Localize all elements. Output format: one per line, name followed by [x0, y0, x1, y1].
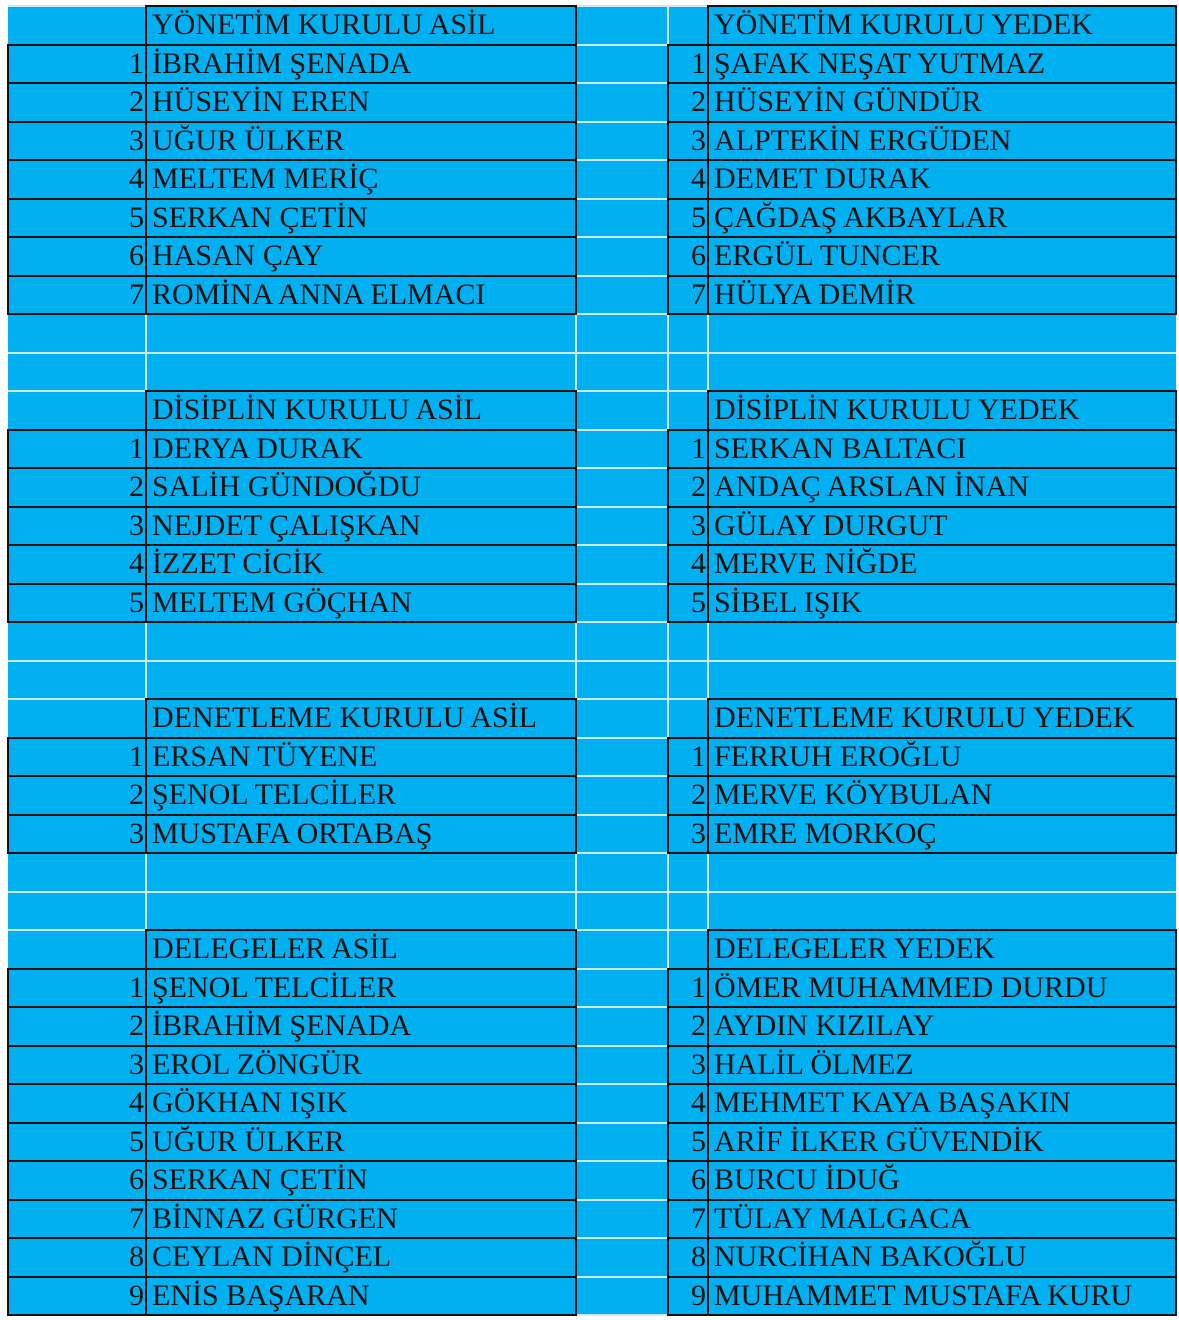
section-header-asil: YÖNETİM KURULU ASİL [152, 8, 496, 41]
section-header-yedek: DİSİPLİN KURULU YEDEK [714, 393, 1080, 426]
row-number: 3 [691, 1047, 706, 1081]
row-number: 7 [129, 277, 144, 311]
table-border [1175, 929, 1177, 1316]
section-header-yedek: DENETLEME KURULU YEDEK [714, 701, 1135, 734]
section-header-yedek: DELEGELER YEDEK [714, 932, 996, 965]
row-number: 4 [691, 547, 706, 580]
table-border [667, 852, 1177, 854]
table-border [667, 198, 1177, 200]
table-border [7, 775, 577, 777]
row-number: 8 [691, 1240, 706, 1273]
row-number: 8 [129, 1240, 144, 1273]
table-border [7, 44, 577, 46]
member-name: ÖMER MUHAMMED DURDU [714, 970, 1108, 1004]
member-name: MERVE NİĞDE [714, 547, 918, 580]
table-border [7, 82, 577, 84]
row-number: 9 [691, 1278, 706, 1312]
member-name: GÜLAY DURGUT [714, 508, 948, 542]
member-name: UĞUR ÜLKER [152, 1124, 345, 1158]
row-number: 5 [691, 200, 706, 234]
member-name: BİNNAZ GÜRGEN [152, 1201, 398, 1235]
table-border [145, 390, 577, 392]
row-number: 3 [129, 1047, 144, 1081]
member-name: AYDIN KIZILAY [714, 1009, 935, 1042]
table-border [7, 1122, 577, 1124]
table-border [707, 698, 1177, 700]
row-number: 2 [691, 778, 706, 811]
row-number: 2 [129, 470, 144, 503]
member-name: MUSTAFA ORTABAŞ [152, 816, 433, 850]
table-border [667, 814, 1177, 816]
row-number: 4 [129, 547, 144, 580]
table-border [707, 390, 709, 623]
table-border [575, 698, 577, 854]
table-border [707, 390, 1177, 392]
table-border [7, 121, 577, 123]
table-border [667, 1160, 1177, 1162]
table-border [707, 5, 709, 315]
member-name: MUHAMMET MUSTAFA KURU [714, 1278, 1133, 1312]
table-border [7, 236, 577, 238]
row-number: 2 [691, 1009, 706, 1042]
table-border [667, 1237, 1177, 1239]
table-border [707, 5, 1177, 7]
member-name: ŞENOL TELCİLER [152, 778, 397, 811]
member-name: SİBEL IŞIK [714, 585, 863, 619]
table-border [667, 544, 1177, 546]
member-name: EROL ZÖNGÜR [152, 1047, 362, 1081]
table-border [7, 968, 9, 1317]
row-number: 7 [129, 1201, 144, 1235]
table-border [1175, 390, 1177, 623]
table-border [7, 44, 9, 316]
table-border [145, 929, 147, 1316]
row-number: 6 [691, 1163, 706, 1196]
table-border [667, 313, 1177, 315]
member-name: İZZET CİCİK [152, 547, 324, 580]
member-name: ERSAN TÜYENE [152, 739, 378, 773]
member-name: UĞUR ÜLKER [152, 123, 345, 157]
table-border [7, 737, 577, 739]
member-name: SALİH GÜNDOĞDU [152, 470, 422, 503]
table-border [667, 621, 1177, 623]
table-border [667, 275, 1177, 277]
spreadsheet-table [8, 6, 1176, 1316]
member-name: HASAN ÇAY [152, 239, 324, 272]
row-number: 1 [129, 970, 144, 1004]
row-number: 1 [129, 431, 144, 465]
table-border [667, 159, 1177, 161]
member-name: İBRAHİM ŞENADA [152, 1009, 412, 1042]
member-name: ROMİNA ANNA ELMACI [152, 277, 486, 311]
row-number: 2 [691, 85, 706, 118]
member-name: HÜSEYİN GÜNDÜR [714, 85, 982, 118]
member-name: MEHMET KAYA BAŞAKIN [714, 1086, 1071, 1119]
table-border [7, 506, 577, 508]
table-border [667, 583, 1177, 585]
table-border [667, 968, 669, 1317]
table-border [667, 236, 1177, 238]
member-name: İBRAHİM ŞENADA [152, 46, 412, 80]
table-border [7, 1045, 577, 1047]
member-name: ANDAÇ ARSLAN İNAN [714, 470, 1030, 503]
table-border [145, 698, 147, 854]
table-border [1175, 698, 1177, 854]
grid-line [8, 352, 1176, 354]
row-number: 5 [129, 585, 144, 619]
table-border [145, 929, 577, 931]
member-name: DEMET DURAK [714, 162, 931, 195]
table-border [7, 198, 577, 200]
table-border [7, 429, 9, 624]
row-number: 1 [691, 970, 706, 1004]
row-number: 3 [691, 508, 706, 542]
member-name: TÜLAY MALGACA [714, 1201, 971, 1235]
row-number: 1 [691, 739, 706, 773]
grid-line [8, 660, 1176, 662]
member-name: NURCİHAN BAKOĞLU [714, 1240, 1027, 1273]
table-border [7, 429, 577, 431]
row-number: 1 [129, 46, 144, 80]
row-number: 2 [129, 1009, 144, 1042]
member-name: ŞAFAK NEŞAT YUTMAZ [714, 46, 1046, 80]
member-name: SERKAN ÇETİN [152, 200, 368, 234]
table-border [667, 1122, 1177, 1124]
section-header-yedek: YÖNETİM KURULU YEDEK [714, 8, 1093, 41]
row-number: 2 [691, 470, 706, 503]
table-border [1175, 5, 1177, 315]
member-name: EMRE MORKOÇ [714, 816, 937, 850]
table-border [575, 929, 577, 1316]
row-number: 3 [129, 816, 144, 850]
table-border [7, 621, 577, 623]
row-number: 5 [129, 200, 144, 234]
row-number: 6 [691, 239, 706, 272]
row-number: 3 [691, 123, 706, 157]
member-name: MELTEM GÖÇHAN [152, 585, 412, 619]
row-number: 2 [129, 778, 144, 811]
table-border [7, 1006, 577, 1008]
table-border [667, 44, 1177, 46]
row-number: 1 [129, 739, 144, 773]
member-name: HÜLYA DEMİR [714, 277, 916, 311]
table-border [667, 1276, 1177, 1278]
table-border [575, 5, 577, 315]
member-name: HALİL ÖLMEZ [714, 1047, 914, 1081]
row-number: 4 [129, 162, 144, 195]
table-border [7, 968, 577, 970]
table-border [667, 1006, 1177, 1008]
row-number: 4 [691, 1086, 706, 1119]
table-border [707, 698, 709, 854]
row-number: 1 [691, 46, 706, 80]
table-border [7, 544, 577, 546]
member-name: BURCU İDUĞ [714, 1163, 900, 1196]
row-number: 6 [129, 1163, 144, 1196]
member-name: MELTEM MERİÇ [152, 162, 379, 195]
table-border [667, 467, 1177, 469]
table-border [667, 44, 669, 316]
table-border [667, 1199, 1177, 1201]
table-border [7, 583, 577, 585]
member-name: MERVE KÖYBULAN [714, 778, 993, 811]
member-name: ENİS BAŞARAN [152, 1278, 370, 1312]
member-name: GÖKHAN IŞIK [152, 1086, 348, 1119]
row-number: 9 [129, 1278, 144, 1312]
member-name: SERKAN BALTACI [714, 431, 967, 465]
table-border [667, 737, 669, 855]
row-number: 1 [691, 431, 706, 465]
table-border [667, 429, 1177, 431]
table-border [7, 1160, 577, 1162]
section-header-asil: DİSİPLİN KURULU ASİL [152, 393, 482, 426]
member-name: HÜSEYİN EREN [152, 85, 370, 118]
table-border [7, 159, 577, 161]
table-border [7, 467, 577, 469]
row-number: 5 [691, 585, 706, 619]
member-name: ERGÜL TUNCER [714, 239, 940, 272]
member-name: DERYA DURAK [152, 431, 363, 465]
row-number: 3 [691, 816, 706, 850]
row-number: 6 [129, 239, 144, 272]
table-border [7, 1083, 577, 1085]
row-number: 7 [691, 277, 706, 311]
member-name: SERKAN ÇETİN [152, 1163, 368, 1196]
row-number: 5 [129, 1124, 144, 1158]
table-border [145, 390, 147, 623]
table-border [7, 814, 577, 816]
table-border [7, 737, 9, 855]
table-border [7, 1237, 577, 1239]
table-border [145, 5, 147, 315]
section-header-asil: DENETLEME KURULU ASİL [152, 701, 537, 734]
table-border [667, 429, 669, 624]
grid-line [8, 891, 1176, 893]
section-header-asil: DELEGELER ASİL [152, 932, 398, 965]
table-border [145, 698, 577, 700]
table-border [667, 1045, 1177, 1047]
table-border [145, 5, 577, 7]
table-border [7, 313, 577, 315]
table-border [667, 968, 1177, 970]
row-number: 4 [129, 1086, 144, 1119]
member-name: NEJDET ÇALIŞKAN [152, 508, 421, 542]
table-border [7, 275, 577, 277]
row-number: 3 [129, 123, 144, 157]
table-border [667, 121, 1177, 123]
table-border [7, 1199, 577, 1201]
table-border [667, 82, 1177, 84]
table-border [667, 506, 1177, 508]
member-name: CEYLAN DİNÇEL [152, 1240, 392, 1273]
table-border [707, 929, 709, 1316]
row-number: 4 [691, 162, 706, 195]
table-border [7, 1314, 577, 1316]
table-border [7, 852, 577, 854]
table-border [667, 775, 1177, 777]
table-border [707, 929, 1177, 931]
member-name: ŞENOL TELCİLER [152, 970, 397, 1004]
table-border [7, 1276, 577, 1278]
member-name: ALPTEKİN ERGÜDEN [714, 123, 1012, 157]
member-name: FERRUH EROĞLU [714, 739, 962, 773]
row-number: 2 [129, 85, 144, 118]
table-border [667, 737, 1177, 739]
row-number: 3 [129, 508, 144, 542]
row-number: 5 [691, 1124, 706, 1158]
row-number: 7 [691, 1201, 706, 1235]
table-border [575, 390, 577, 623]
table-border [667, 1083, 1177, 1085]
member-name: ÇAĞDAŞ AKBAYLAR [714, 200, 1008, 234]
table-border [667, 1314, 1177, 1316]
member-name: ARİF İLKER GÜVENDİK [714, 1124, 1044, 1158]
